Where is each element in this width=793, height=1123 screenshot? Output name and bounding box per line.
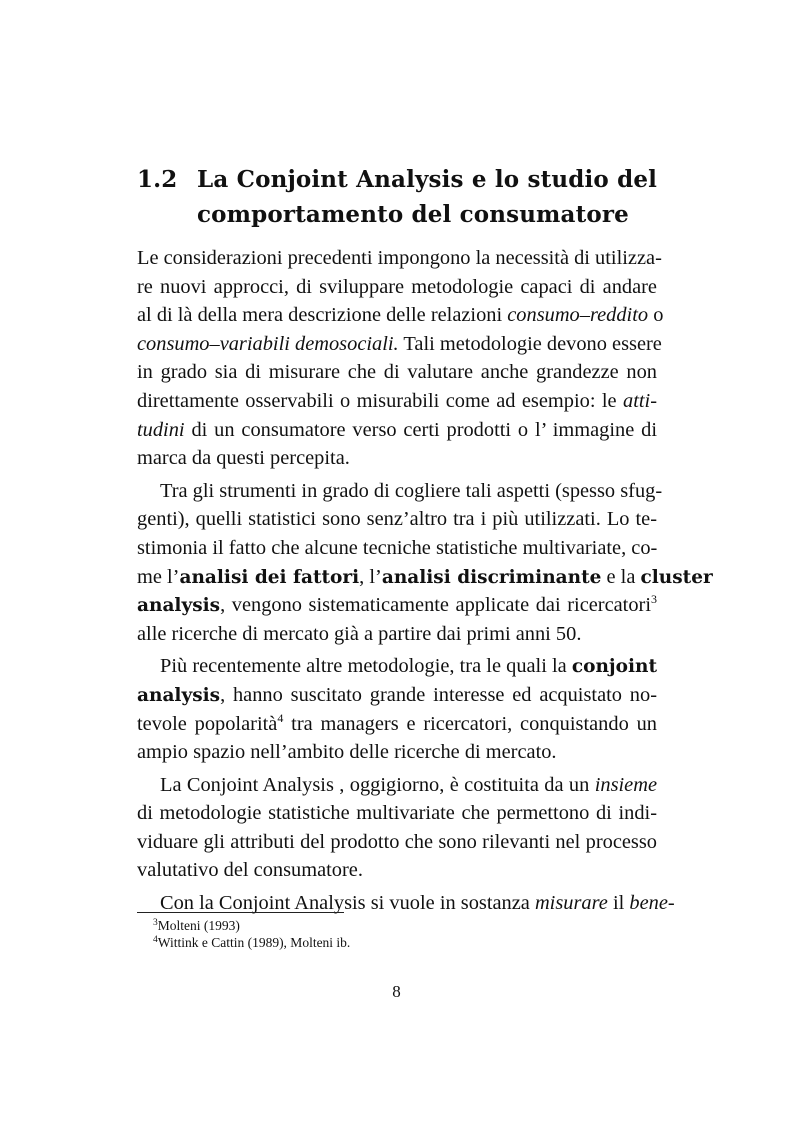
text-line: tevole popolarità$^4$ tra managers e ricercatori, conquistando un bbox=[137, 710, 657, 735]
footnote-text: Molteni (1993) bbox=[157, 918, 240, 933]
footnote-marker[interactable]: 4 bbox=[277, 710, 284, 725]
italic-text: tudini bbox=[137, 418, 185, 441]
italic-text: insieme bbox=[594, 773, 657, 796]
footnotes bbox=[137, 917, 657, 951]
text-line: al di là della mera descrizione delle relazioni consumo–reddito o bbox=[137, 304, 664, 327]
text-line: viduare gli attributi del prodotto che sono rilevanti nel processo bbox=[137, 830, 657, 853]
footnote-number: 3 bbox=[153, 918, 158, 928]
section-heading bbox=[137, 162, 657, 232]
bold-term: analisi dei fattori bbox=[179, 566, 360, 588]
footnote-marker[interactable]: 3 bbox=[651, 592, 657, 607]
text-line: Tra gli strumenti in grado di cogliere tali aspetti (spesso sfug- bbox=[160, 479, 663, 502]
bold-term: analysis bbox=[137, 595, 221, 617]
italic-text: consumo–variabili demosociali. bbox=[137, 332, 399, 355]
italic-text: consumo–reddito bbox=[507, 304, 649, 327]
text-line: valutativo del consumatore. bbox=[137, 859, 363, 882]
italic-text: atti- bbox=[623, 389, 657, 412]
italic-text: bene- bbox=[629, 892, 675, 915]
text-line: La Conjoint Analysis , oggigiorno, è costituita da un insieme bbox=[160, 773, 657, 796]
text-line: tudini di un consumatore verso certi prodotti o l’ immagine di bbox=[137, 418, 657, 441]
text-line: alle ricerche di mercato già a partire dai primi anni 50. bbox=[137, 622, 582, 645]
text-line: analysis, vengono sistematicamente applicate dai ricercatori$^3$ bbox=[137, 592, 657, 617]
text-line: analysis, hanno suscitato grande interesse ed acquistato no- bbox=[137, 683, 657, 706]
footnote-rule bbox=[137, 912, 344, 913]
section-number: 1.2 bbox=[137, 166, 178, 193]
section-title: La Conjoint Analysis e lo studio del comportamento del consumatore bbox=[197, 166, 657, 228]
text-line: stimonia il fatto che alcune tecniche statistiche multivariate, co- bbox=[137, 536, 658, 559]
text-line: Le considerazioni precedenti impongono la necessità di utilizza- bbox=[137, 247, 662, 269]
footnote bbox=[137, 917, 657, 934]
paragraph bbox=[137, 771, 657, 885]
text-line: di metodologie statistiche multivariate che permettono di indi- bbox=[137, 802, 657, 825]
bold-term: conjoint bbox=[571, 656, 657, 678]
footnote-number: 4 bbox=[153, 935, 158, 945]
text-line: Più recentemente altre metodologie, tra le quali la conjoint bbox=[160, 655, 657, 678]
text-line: in grado sia di misurare che di valutare anche grandezze non bbox=[137, 361, 657, 384]
paragraph bbox=[137, 889, 675, 918]
body-text bbox=[137, 244, 713, 918]
bold-term: cluster bbox=[640, 566, 713, 588]
text-line: consumo–variabili demosociali. Tali metodologie devono essere bbox=[137, 332, 662, 355]
paragraph bbox=[137, 244, 664, 473]
text-line: ampio spazio nell’ambito delle ricerche di mercato. bbox=[137, 741, 557, 764]
footnote-text: Wittink e Cattin (1989), Molteni ib. bbox=[157, 935, 351, 950]
italic-text: misurare bbox=[534, 892, 608, 915]
text-line: direttamente osservabili o misurabili come ad esempio: le atti- bbox=[137, 389, 657, 412]
text-line: marca da questi percepita. bbox=[137, 447, 350, 470]
bold-term: analysis bbox=[137, 684, 221, 706]
text-line: Con la Conjoint Analysis si vuole in sostanza misurare il bene- bbox=[160, 892, 675, 915]
text-line: me l’analisi dei fattori, l’analisi discriminante e la cluster bbox=[137, 565, 713, 588]
bold-term: analisi discriminante bbox=[381, 566, 602, 588]
page-number: 8 bbox=[392, 982, 401, 1001]
paragraph bbox=[137, 652, 657, 766]
text-line: genti), quelli statistici sono senz’altro tra i più utilizzati. Lo te- bbox=[137, 508, 657, 531]
footnote bbox=[137, 934, 657, 951]
paragraph bbox=[137, 477, 713, 649]
text-line: re nuovi approcci, di sviluppare metodologie capaci di andare bbox=[137, 275, 657, 298]
